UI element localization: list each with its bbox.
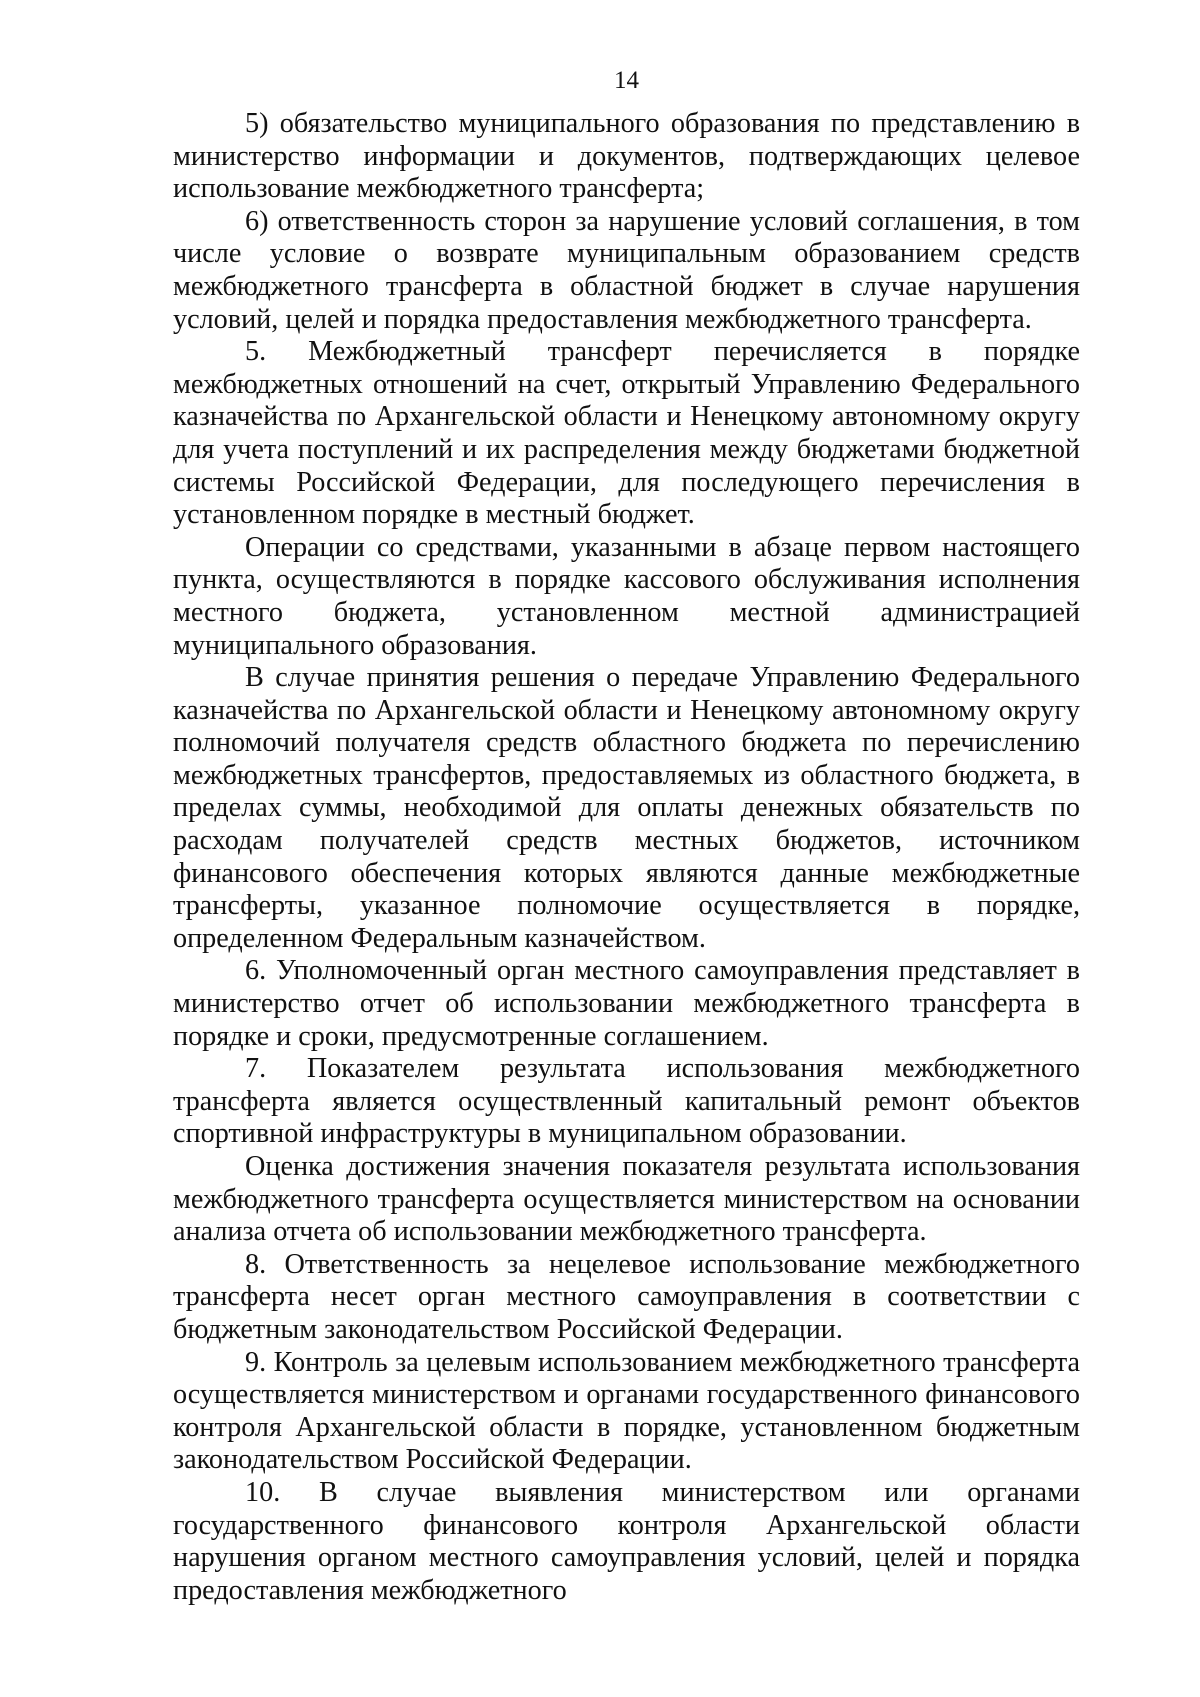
paragraph: 5. Межбюджетный трансферт перечисляется в порядке межбюджетных отношений на счет, открытый Управлению Федерального казначейства по Архангельской области и Ненецкому автономному округу для учета поступлений и их распределения между бюджетами бюджетной системы Российской Федерации, для последующего перечисления в установленном порядке в местный бюджет. [173,336,1080,531]
paragraph: В случае принятия решения о передаче Управлению Федерального казначейства по Архангельской области и Ненецкому автономному округу полномочий получателя средств областного бюджета по перечислению межбюджетных трансфертов, предоставляемых из областного бюджета, в пределах суммы, необходимой для оплаты денежных обязательств по расходам получателей средств местных бюджетов, источником финансового обеспечения которых являются данные межбюджетные трансферты, указанное полномочие осуществляется в порядке, определенном Федеральным казначейством. [173,662,1080,954]
paragraph: 7. Показателем результата использования межбюджетного трансферта является осуществленный капитальный ремонт объектов спортивной инфраструктуры в муниципальном образовании. [173,1053,1080,1150]
paragraph: 9. Контроль за целевым использованием межбюджетного трансферта осуществляется министерством и органами государственного финансового контроля Архангельской области в порядке, установленном бюджетным законодательством Российской Федерации. [173,1346,1080,1476]
paragraph: 6) ответственность сторон за нарушение условий соглашения, в том числе условие о возврате муниципальным образованием средств межбюджетного трансферта в областной бюджет в случае нарушения условий, целей и порядка предоставления межбюджетного трансферта. [173,205,1080,335]
paragraph: 5) обязательство муниципального образования по представлению в министерство информации и документов, подтверждающих целевое использование межбюджетного трансферта; [173,108,1080,205]
paragraph: 10. В случае выявления министерством или органами государственного финансового контроля Архангельской области нарушения органом местного самоуправления условий, целей и порядка предоставления межбюджетного [173,1476,1080,1606]
paragraph: 8. Ответственность за нецелевое использование межбюджетного трансферта несет орган местного самоуправления в соответствии с бюджетным законодательством Российской Федерации. [173,1248,1080,1345]
paragraph: Оценка достижения значения показателя результата использования межбюджетного трансферта осуществляется министерством на основании анализа отчета об использовании межбюджетного трансферта. [173,1151,1080,1248]
page-number: 14 [614,67,639,94]
paragraph: 6. Уполномоченный орган местного самоуправления представляет в министерство отчет об использовании межбюджетного трансферта в порядке и сроки, предусмотренные соглашением. [173,955,1080,1052]
document-body [173,108,1080,1607]
paragraph: Операции со средствами, указанными в абзаце первом настоящего пункта, осуществляются в порядке кассового обслуживания исполнения местного бюджета, установленном местной администрацией муниципального образования. [173,531,1080,661]
